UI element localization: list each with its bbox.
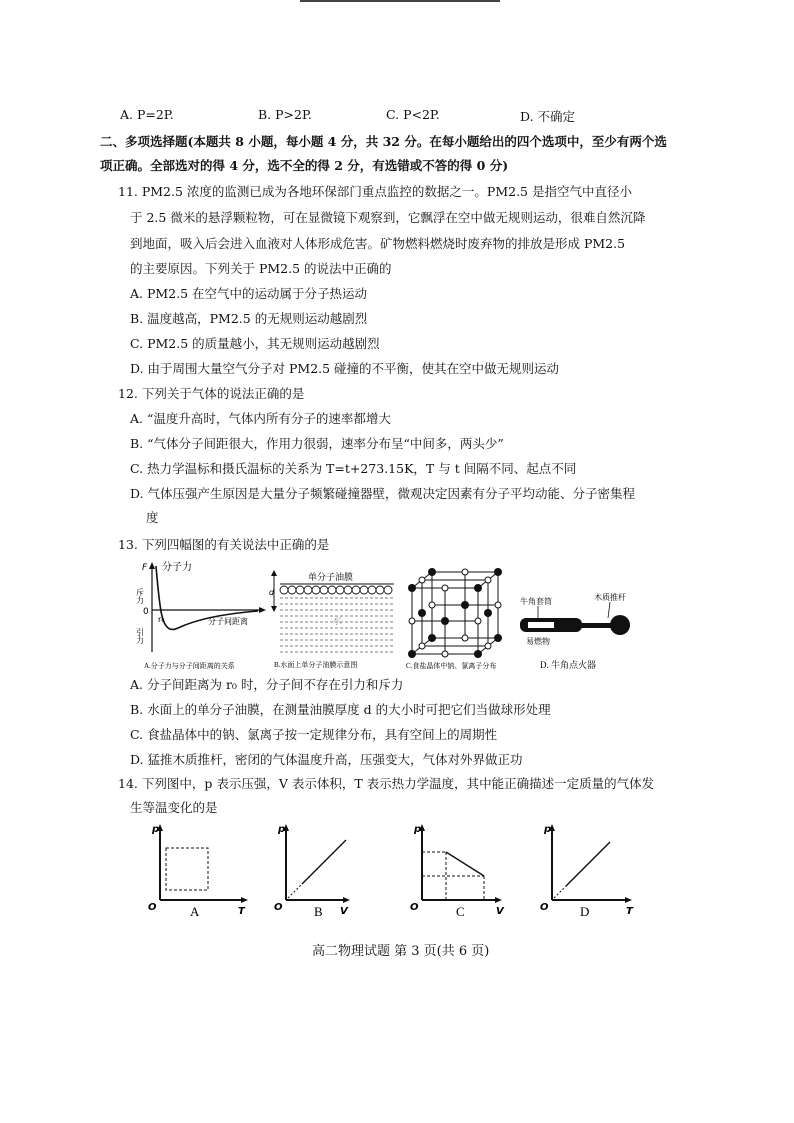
q13-option-d: D. 猛推木质推杆，密闭的气体温度升高，压强变大，气体对外界做正功 [130, 752, 523, 767]
graph-a-y-label: p [152, 824, 160, 835]
fig-a-title: 分子力 [162, 562, 192, 573]
fig-a-y-axis-label: F [142, 563, 148, 573]
q11-option-d: D. 由于周围大量空气分子对 PM2.5 碰撞的不平衡，使其在空中做无规则运动 [130, 361, 560, 376]
q13-option-a: A. 分子间距离为 r₀ 时，分子间不存在引力和斥力 [130, 677, 404, 692]
q14-stem-line1: 14. 下列图中，p 表示压强，V 表示体积，T 表示热力学温度，其中能正确描述一定质量的气体发 [118, 776, 655, 791]
fig-a-caption: A.分子力与分子间距离的关系 [144, 662, 235, 670]
q11-option-a: A. PM2.5 在空气中的运动属于分子热运动 [130, 286, 368, 301]
fig-b-caption: B.水面上单分子油膜示意图 [274, 661, 358, 669]
q13-figure-a [135, 560, 268, 672]
fig-d-caption: D. 牛角点火器 [540, 660, 596, 670]
fig-d-sleeve-label: 牛角套筒 [520, 597, 552, 606]
q13-option-b: B. 水面上的单分子油膜，在测量油膜厚度 d 的大小时可把它们当做球形处理 [130, 702, 551, 717]
q11-stem-line3: 到地面，吸入后会进入血液对人体形成危害。矿物燃料燃烧时废弃物的排放是形成 PM2.5 [130, 236, 626, 251]
q14-graph-d [538, 822, 648, 920]
q12-option-a: A. “温度升高时，气体内所有分子的速率都增大 [130, 411, 391, 426]
q12-option-d-line1: D. 气体压强产生原因是大量分子频繁碰撞器壁，微观决定因素有分子平均动能、分子密集程 [130, 486, 636, 501]
scan-top-mark [300, 0, 500, 2]
graph-a-origin: O [148, 902, 157, 913]
q14-graph-a [146, 822, 256, 920]
graph-d-letter: D [580, 904, 590, 919]
fig-a-attraction-label: 引力 [135, 628, 145, 644]
q11-option-b: B. 温度越高，PM2.5 的无规则运动越剧烈 [130, 311, 368, 326]
graph-c-x-label: V [496, 906, 504, 917]
fig-d-tinder-label: 易燃物 [526, 637, 550, 646]
graph-c-letter: C [456, 904, 465, 919]
graph-b-origin: O [274, 902, 283, 913]
graph-d-origin: O [540, 902, 549, 913]
fig-a-x-axis-label: 分子间距离 [208, 617, 248, 626]
q10-option-b: B. P>2P. [258, 107, 312, 122]
q10-option-d: D. 不确定 [520, 109, 576, 124]
q13-option-c: C. 食盐晶体中的钠、氯离子按一定规律分布，具有空间上的周期性 [130, 727, 498, 742]
graph-b-letter: B [314, 904, 323, 919]
fig-b-film-label: 单分子油膜 [308, 573, 354, 583]
graph-a-letter: A [190, 904, 200, 919]
graph-c-y-label: p [414, 824, 422, 835]
q13-stem: 13. 下列四幅图的有关说法中正确的是 [118, 537, 330, 552]
q12-stem: 12. 下列关于气体的说法正确的是 [118, 386, 305, 401]
graph-a-x-label: T [238, 906, 245, 917]
fig-b-d-label: d [269, 588, 275, 597]
q14-stem-line2: 生等温变化的是 [130, 800, 218, 815]
graph-d-y-label: p [544, 824, 552, 835]
q11-option-c: C. PM2.5 的质量越小，其无规则运动越剧烈 [130, 336, 380, 351]
q14-graph-b [272, 822, 382, 920]
graph-c-origin: O [410, 902, 419, 913]
fig-b-water-label: 水 [332, 616, 342, 627]
fig-a-repulsion-label: 斥力 [135, 588, 145, 604]
q13-figure-b [270, 570, 400, 672]
graph-d-x-label: T [626, 906, 633, 917]
q13-figure-d [518, 592, 638, 672]
q12-option-c: C. 热力学温标和摄氏温标的关系为 T=t+273.15K，T 与 t 间隔不同、起点不同 [130, 461, 577, 476]
section2-heading-line2: 项正确。全部选对的得 4 分，选不全的得 2 分，有选错或不答的得 0 分) [100, 158, 509, 173]
q14-graph-c [408, 822, 518, 920]
section2-heading-line1: 二、多项选择题(本题共 8 小题，每小题 4 分，共 32 分。在每小题给出的四个选项中，至少有两个选 [100, 134, 667, 149]
q11-stem-line4: 的主要原因。下列关于 PM2.5 的说法中正确的 [130, 261, 392, 276]
page-footer: 高二物理试题 第 3 页(共 6 页) [312, 944, 490, 959]
graph-b-x-label: V [340, 906, 348, 917]
q11-stem-line2: 于 2.5 微米的悬浮颗粒物，可在显微镜下观察到，它飘浮在空中做无规则运动，很难自然沉降 [130, 210, 646, 225]
q10-option-c: C. P<2P. [386, 107, 440, 122]
graph-b-y-label: p [278, 824, 286, 835]
fig-a-r0-label: r₀ [158, 615, 165, 624]
q12-option-b: B. “气体分子间距很大，作用力很弱，速率分布呈“中间多，两头少” [130, 436, 504, 451]
q12-option-d-line2: 度 [146, 510, 159, 525]
q11-stem-line1: 11. PM2.5 浓度的监测已成为各地环保部门重点监控的数据之一。PM2.5 是指空气中直径小 [118, 184, 632, 199]
q10-option-a: A. P=2P. [120, 107, 174, 122]
fig-c-caption: C.食盐晶体中钠、氯离子分布 [406, 662, 497, 670]
q13-figure-c [404, 568, 516, 672]
fig-a-zero-label: 0 [143, 607, 149, 617]
fig-d-rod-label: 木质推杆 [594, 593, 626, 602]
